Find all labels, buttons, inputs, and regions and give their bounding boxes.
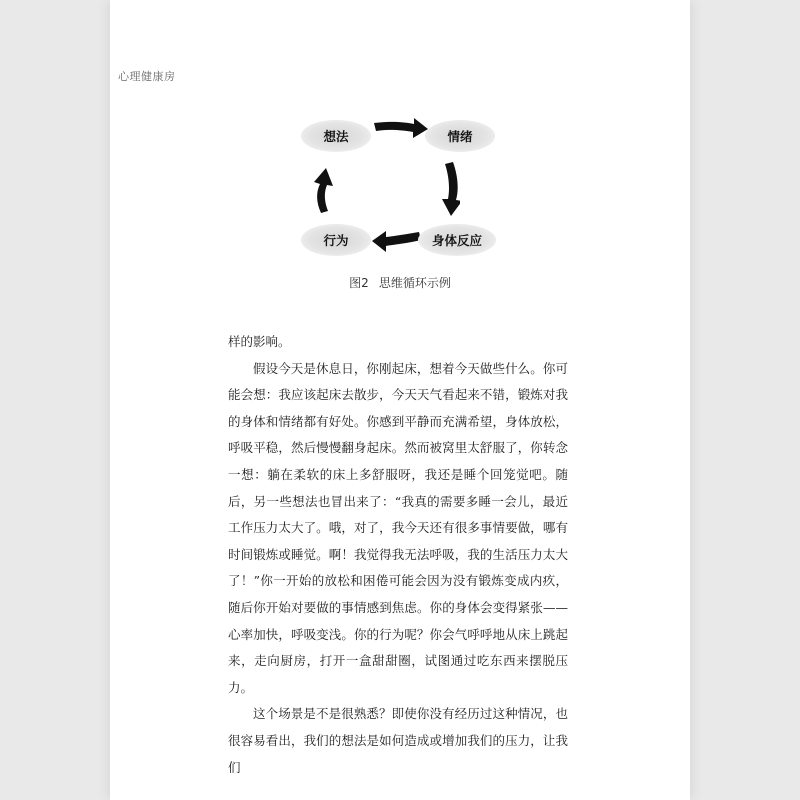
- running-head: 心理健康房: [118, 70, 176, 83]
- figure-caption: [0, 274, 800, 291]
- node-body-reaction: 身体反应: [418, 224, 496, 256]
- arrow-behavior-to-thought: [314, 168, 333, 213]
- figure-caption-text: 思维循环示例: [378, 276, 451, 290]
- thought-cycle-figure: [190, 110, 482, 270]
- arrow-thought-to-emotion: [374, 118, 428, 138]
- paragraph-continuation: 样的影响。: [228, 334, 291, 349]
- node-thought: 想法: [301, 120, 371, 152]
- paragraph: 这个场景是不是很熟悉？即使你没有经历过这种情况，也很容易看出，我们的想法是如何造成或增加我们的压力，让我们: [228, 706, 568, 775]
- node-emotion: 情绪: [425, 120, 495, 152]
- node-behavior: 行为: [301, 224, 371, 256]
- figure-number: 图2: [349, 276, 369, 290]
- arrow-emotion-to-body: [442, 162, 460, 216]
- paragraph: 假设今天是休息日，你刚起床，想着今天做些什么。你可能会想：我应该起床去散步，今天天气看起来不错，锻炼对我的身体和情绪都有好处。你感到平静而充满希望，身体放松，呼吸平稳，然后慢慢翻身起床。然而被窝里太舒服了，你转念一想：躺在柔软的床上多舒服呀，我还是睡个回笼觉吧。随后，另一些想法也冒出来了：“我真的需要多睡一会儿，最近工作压力太大了。哦，对了，我今天还有很多事情要做，哪有时间锻炼或睡觉。啊！我觉得我无法呼吸，我的生活压力太大了！”你一开始的放松和困倦可能会因为没有锻炼变成内疚，随后你开始对要做的事情感到焦虑。你的身体会变得紧张——心率加快，呼吸变浅。你的行为呢？你会气呼呼地从床上跳起来，走向厨房，打开一盒甜甜圈，试图通过吃东西来摆脱压力。: [228, 360, 568, 695]
- body-text: [228, 329, 568, 781]
- arrow-body-to-behavior: [372, 231, 421, 252]
